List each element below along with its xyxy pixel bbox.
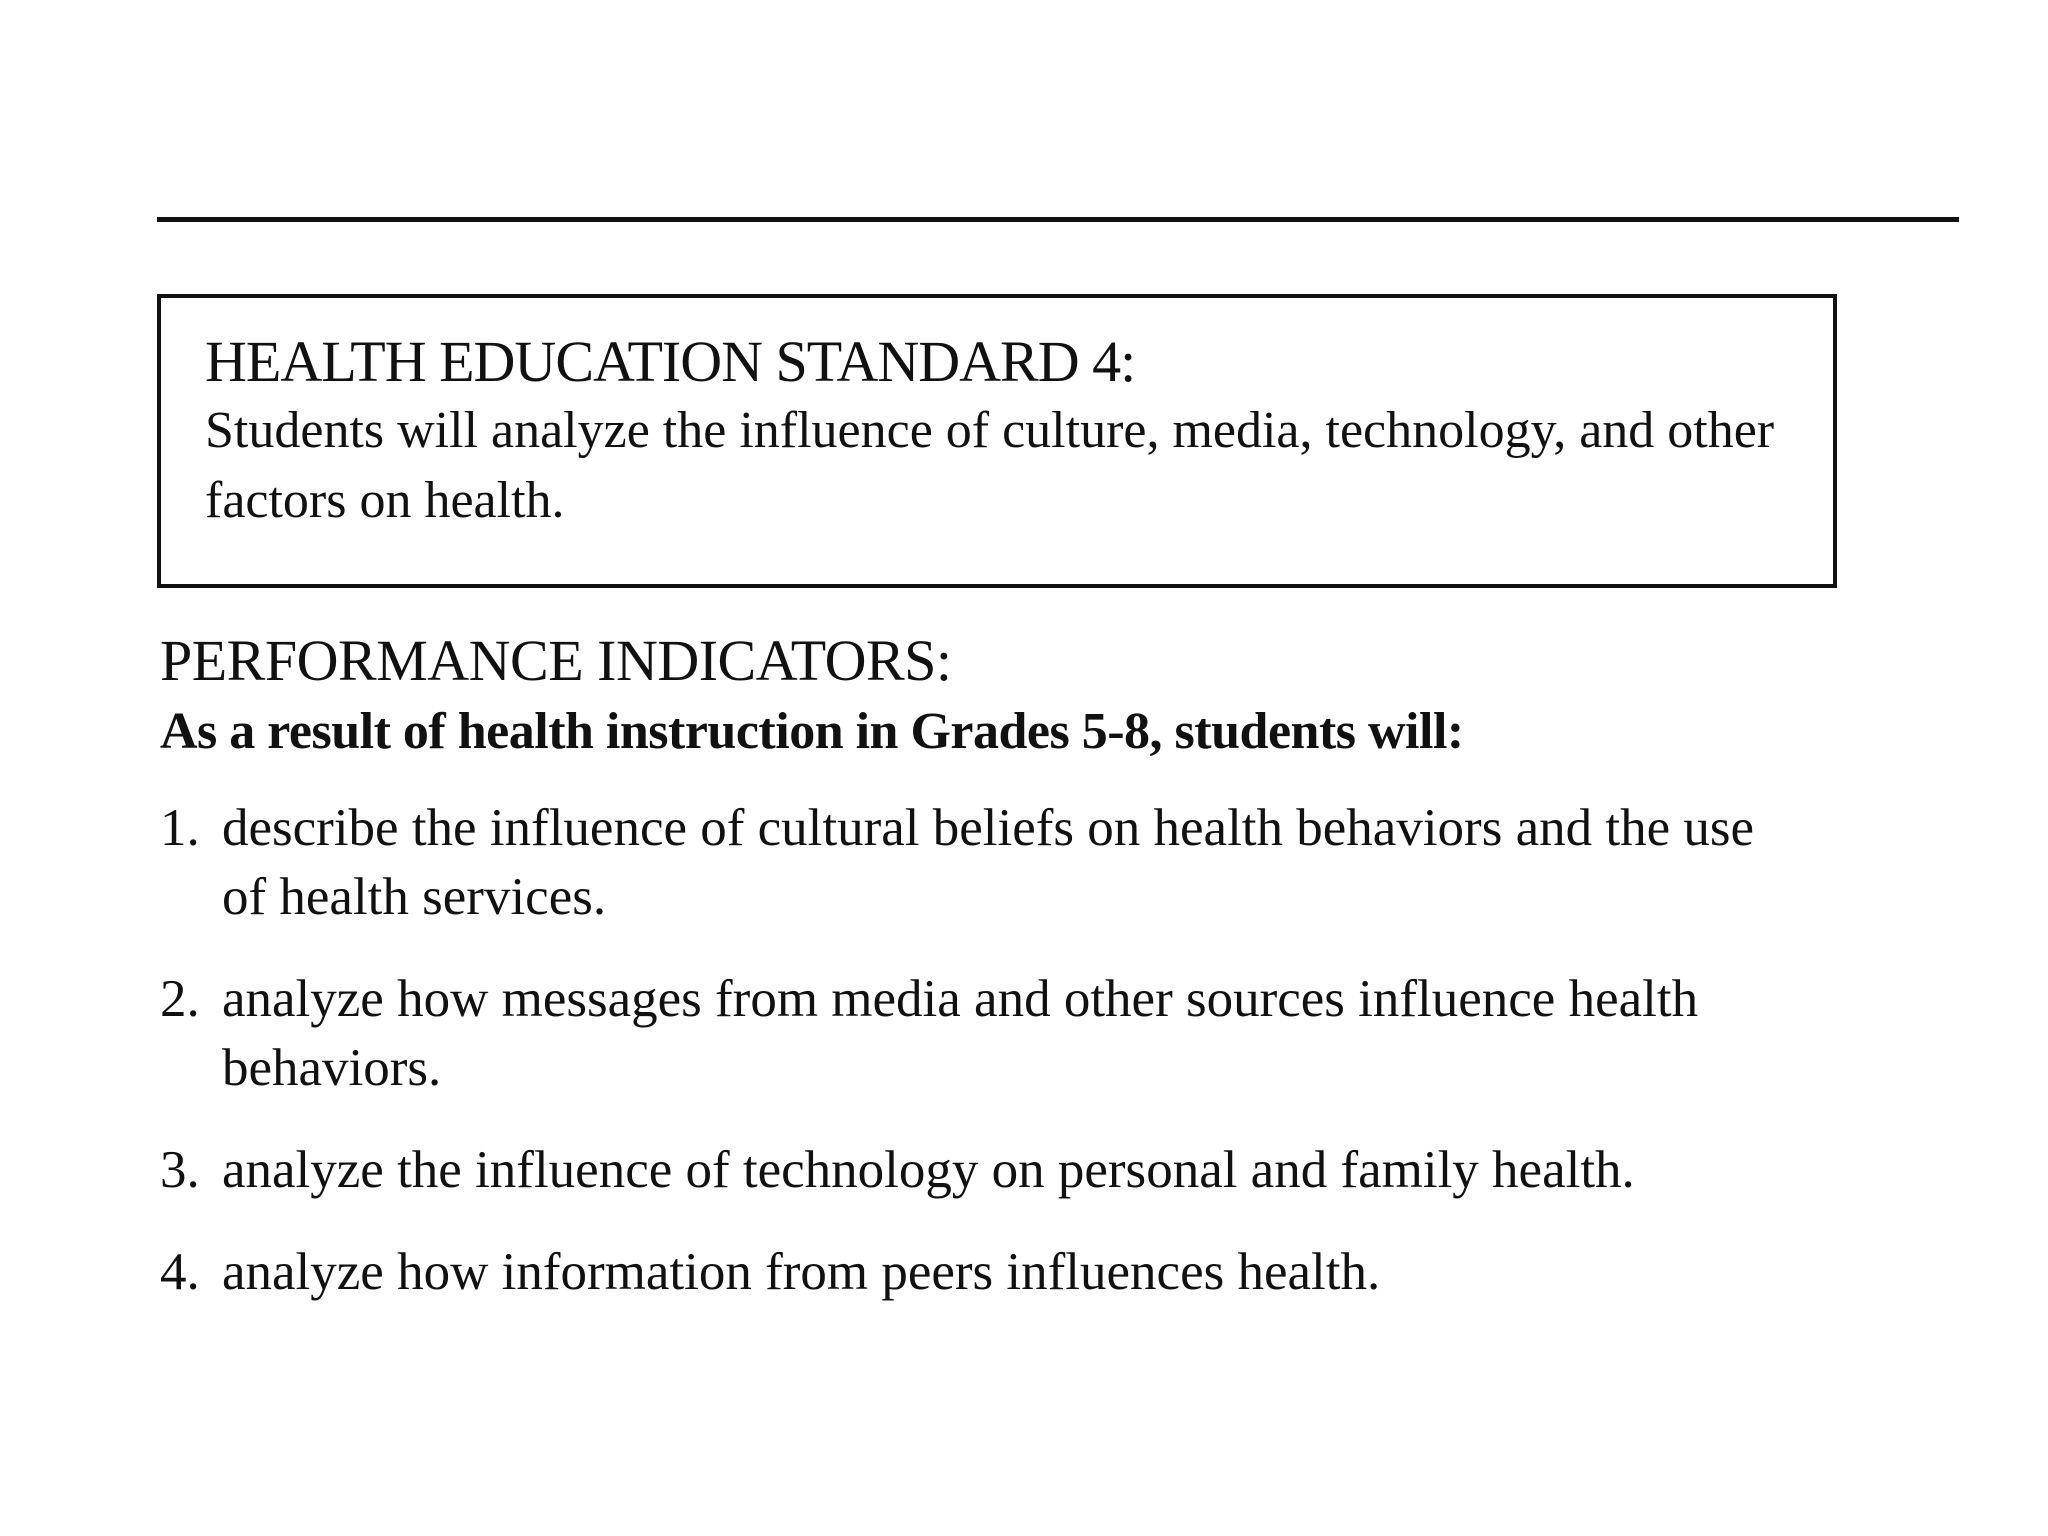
performance-indicators [160, 626, 1860, 1340]
item-text: analyze how information from peers influences health. [222, 1243, 1381, 1301]
standard-box [157, 294, 1837, 588]
indicators-intro: As a result of health instruction in Grades 5-8, students will: [160, 703, 1464, 760]
item-number: 2. [160, 970, 200, 1028]
list-item [160, 1136, 1860, 1205]
item-text: describe the influence of cultural beliefs on health behaviors and the use of health services. [222, 799, 1755, 926]
item-number: 4. [160, 1243, 200, 1301]
list-item [160, 794, 1860, 932]
indicators-heading: PERFORMANCE INDICATORS: [160, 628, 952, 693]
list-item [160, 1238, 1860, 1307]
standard-heading: HEALTH EDUCATION STANDARD 4: [205, 329, 1136, 394]
list-item [160, 965, 1860, 1103]
standard-text: Students will analyze the influence of culture, media, technology, and other factors on health. [205, 402, 1775, 529]
top-rule [157, 217, 1959, 222]
item-number: 3. [160, 1141, 200, 1199]
item-number: 1. [160, 799, 200, 857]
indicator-list [160, 794, 1860, 1307]
item-text: analyze how messages from media and other sources influence health behaviors. [222, 970, 1699, 1097]
item-text: analyze the influence of technology on personal and family health. [222, 1141, 1635, 1199]
